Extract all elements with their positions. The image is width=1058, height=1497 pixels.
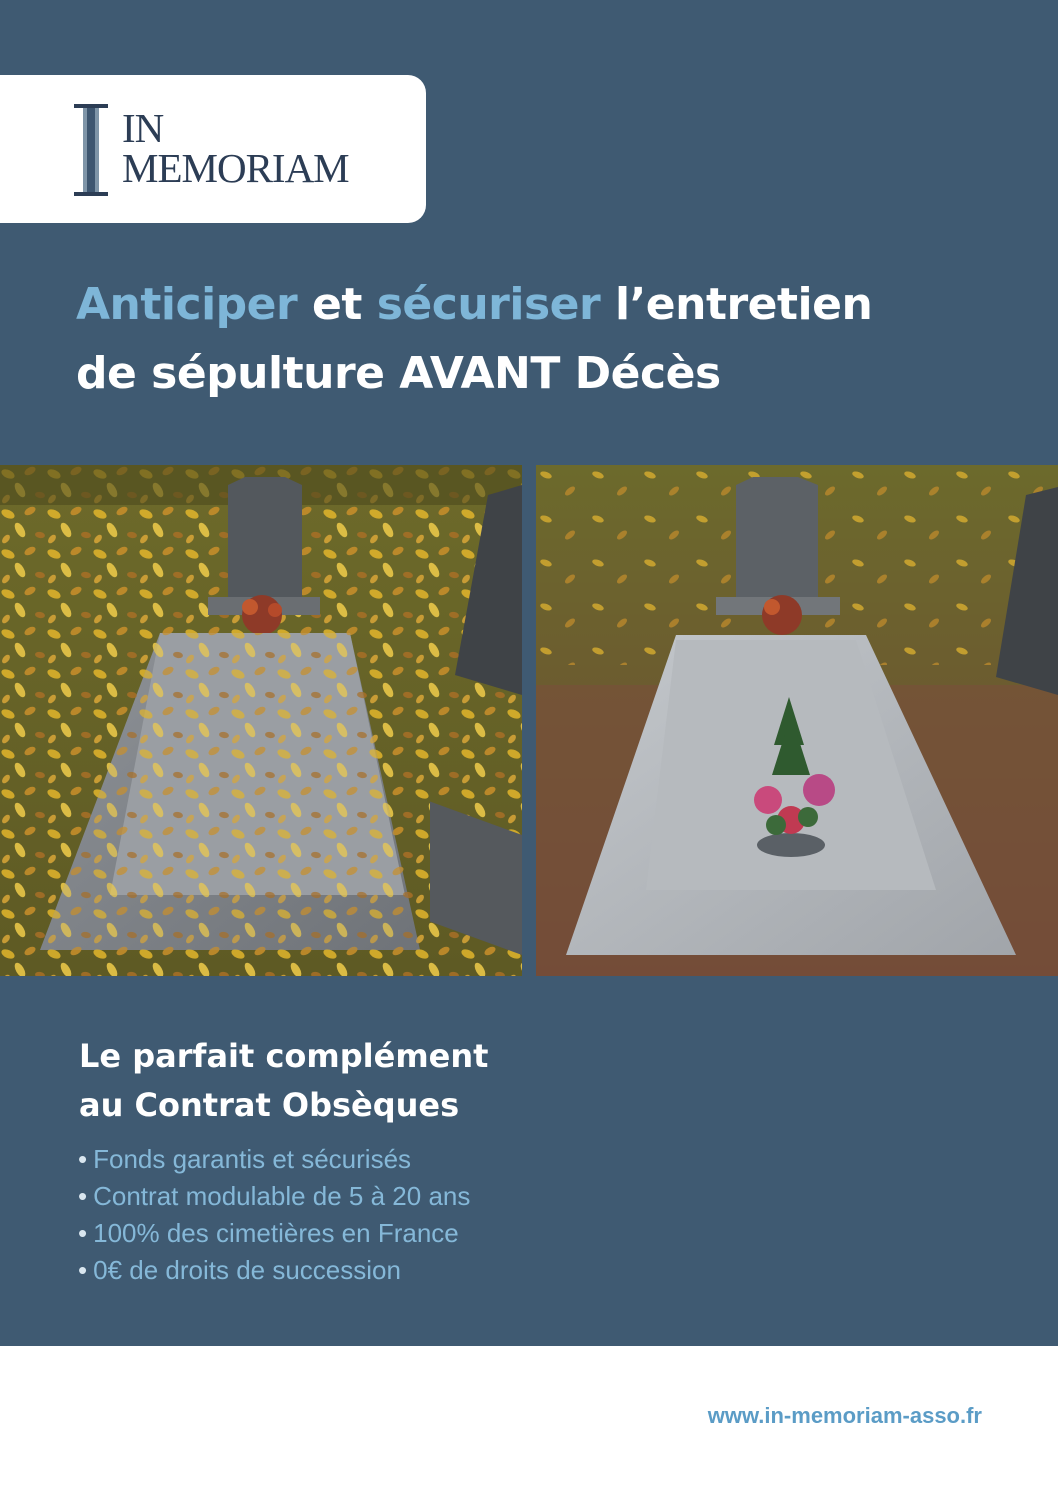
website-link[interactable]: www.in-memoriam-asso.fr	[707, 1403, 982, 1428]
logo-wordmark	[122, 105, 349, 191]
subheading	[79, 1032, 779, 1130]
feature-text: 100% des cimetières en France	[93, 1218, 459, 1248]
subheading-line-2: au Contrat Obsèques	[79, 1086, 460, 1124]
bullet-icon: •	[78, 1144, 88, 1174]
feature-text: 0€ de droits de succession	[93, 1255, 401, 1285]
bullet-icon: •	[78, 1218, 88, 1248]
bullet-icon: •	[78, 1255, 88, 1285]
page-headline	[76, 270, 1036, 408]
logo-pillar-icon	[74, 104, 108, 196]
headline-connector: et	[297, 279, 377, 330]
list-item	[78, 1252, 470, 1289]
feature-list	[78, 1141, 470, 1289]
headline-accent-anticiper: Anticiper	[76, 279, 298, 330]
headline-accent-securiser: sécuriser	[376, 279, 601, 330]
logo-line-1: IN	[122, 105, 164, 151]
headline-line-2: de sépulture AVANT Décès	[76, 348, 721, 399]
before-photo	[0, 465, 522, 976]
list-item	[78, 1141, 470, 1178]
feature-text: Fonds garantis et sécurisés	[93, 1144, 412, 1174]
feature-text: Contrat modulable de 5 à 20 ans	[93, 1181, 471, 1211]
list-item	[78, 1178, 470, 1215]
list-item	[78, 1215, 470, 1252]
logo-line-2: MEMORIAM	[122, 145, 349, 191]
after-photo	[536, 465, 1058, 976]
bullet-icon: •	[78, 1181, 88, 1211]
headline-entretien: l’entretien	[600, 279, 873, 330]
subheading-line-1: Le parfait complément	[79, 1037, 489, 1075]
